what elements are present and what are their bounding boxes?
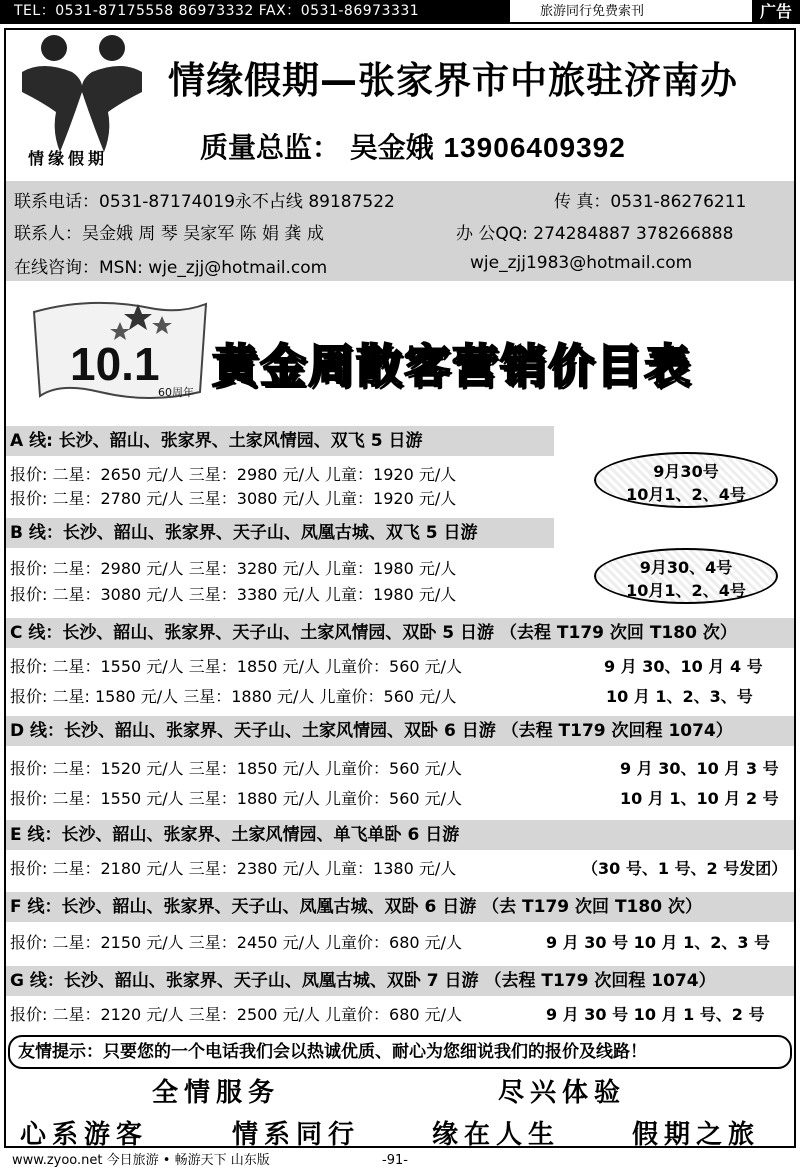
line-e-price-1: 报价: 二星：2180 元/人 三星：2380 元/人 儿童：1380 元/人 (10, 859, 457, 878)
line-a-date-2: 10月1、2、4号 (626, 485, 746, 504)
slogan-3: 心系游客 (20, 1120, 149, 1150)
line-c-note-1: 9 月 30、10 月 4 号 (604, 657, 763, 676)
line-c-note-2: 10 月 1、2、3、号 (606, 687, 753, 706)
director-name: 吴金娥 (349, 131, 434, 164)
badge-number: 10.1 (70, 338, 160, 390)
line-b-price-1: 报价: 二星：2980 元/人 三星：3280 元/人 儿童：1980 元/人 (10, 559, 457, 578)
top-bar (0, 0, 800, 24)
contact-qq: 办 公QQ: 274284887 378266888 (456, 224, 734, 244)
line-a-date-1: 9月30号 (653, 462, 719, 481)
friendly-tip: 友情提示：只要您的一个电话我们会以热诚优质、耐心为您细说我们的报价及线路！ (8, 1035, 792, 1069)
line-a-dates-oval (594, 452, 778, 508)
slogan-5: 缘在人生 (432, 1120, 561, 1150)
page-number: -91- (382, 1153, 408, 1168)
promo-headline: 黄金周散客营销价目表 (212, 339, 692, 393)
line-b-title: B 线：长沙、韶山、张家界、天子山、凤凰古城、双飞 5 日游 (6, 518, 554, 548)
line-a-price-2: 报价: 二星：2780 元/人 三星：3080 元/人 儿童：1920 元/人 (10, 489, 457, 508)
line-a-price-1: 报价: 二星：2650 元/人 三星：2980 元/人 儿童：1920 元/人 (10, 465, 457, 484)
line-c-price-1: 报价: 二星：1550 元/人 三星：1850 元/人 儿童价：560 元/人 (10, 657, 463, 676)
line-b-dates-oval (594, 548, 778, 604)
footer (0, 1150, 800, 1172)
ad-label: 广告 (752, 0, 800, 24)
logo-text: 情缘假期 (28, 149, 109, 168)
line-b-price-2: 报价: 二星：3080 元/人 三星：3380 元/人 儿童：1980 元/人 (10, 585, 457, 604)
contact-email: wje_zjj1983@hotmail.com (470, 253, 693, 273)
line-d-price-2: 报价: 二星：1550 元/人 三星：1880 元/人 儿童价：560 元/人 (10, 789, 463, 808)
line-f-price-1: 报价: 二星：2150 元/人 三星：2450 元/人 儿童价：680 元/人 (10, 933, 463, 952)
contact-msn: 在线咨询：MSN: wje_zjj@hotmail.com (14, 258, 328, 278)
line-g-price-1: 报价: 二星：2120 元/人 三星：2500 元/人 儿童价：680 元/人 (10, 1005, 463, 1024)
line-c-title: C 线：长沙、韶山、张家界、天子山、土家风情园、双卧 5 日游 （去程 T179 次回 T180 次） (6, 618, 794, 648)
line-d-price-1: 报价: 二星：1520 元/人 三星：1850 元/人 儿童价：560 元/人 (10, 759, 463, 778)
slogan-1: 全情服务 (152, 1078, 281, 1108)
contact-people: 联系人：吴金娥 周 琴 吴家军 陈 娟 龚 成 (14, 224, 324, 244)
line-d-note-2: 10 月 1、10 月 2 号 (620, 789, 779, 808)
badge-sub: 60周年 (158, 386, 194, 399)
line-e-note-1: （30 号、1 号、2 号发团） (582, 859, 788, 878)
line-c-price-2: 报价: 二星: 1580 元/人 三星：1880 元/人 儿童价：560 元/人 (10, 687, 457, 706)
tel-fax-banner: TEL：0531-87175558 86973332 FAX：0531-86973331 (0, 0, 510, 22)
line-f-title: F 线：长沙、韶山、张家界、天子山、凤凰古城、双卧 6 日游 （去 T179 次回 T180 次） (6, 892, 794, 922)
footer-site[interactable]: www.zyoo.net 今日旅游 • 畅游天下 山东版 (12, 1153, 270, 1168)
slogan-4: 情系同行 (232, 1120, 361, 1150)
line-a-title: A 线: 长沙、韶山、张家界、土家风情园、双飞 5 日游 (6, 426, 554, 456)
slogan-2: 尽兴体验 (498, 1078, 627, 1108)
tagline: 旅游同行免费索刊 (540, 4, 645, 19)
national-day-badge (30, 296, 210, 410)
line-f-note-1: 9 月 30 号 10 月 1、2、3 号 (546, 933, 771, 952)
contact-phone: 联系电话：0531-87174019永不占线 89187522 (14, 192, 395, 212)
director-label: 质量总监： (200, 131, 341, 164)
contact-fax: 传 真：0531-86276211 (554, 192, 747, 212)
line-b-date-2: 10月1、2、4号 (626, 581, 746, 600)
line-g-note-1: 9 月 30 号 10 月 1 号、2 号 (546, 1005, 765, 1024)
slogan-6: 假期之旅 (632, 1120, 761, 1150)
line-d-note-1: 9 月 30、10 月 3 号 (620, 759, 779, 778)
line-d-title: D 线：长沙、韶山、张家界、天子山、土家风情园、双卧 6 日游 （去程 T179 次回程 1074） (6, 716, 794, 746)
director-phone: 13906409392 (443, 132, 626, 163)
quality-director (200, 126, 626, 166)
line-g-title: G 线：长沙、韶山、张家界、天子山、凤凰古城、双卧 7 日游 （去程 T179 次回程 1074） (6, 966, 794, 996)
company-title: 情缘假期—张家界市中旅驻济南办 (168, 59, 738, 102)
line-b-date-1: 9月30、4号 (639, 558, 733, 577)
contact-block (6, 181, 794, 281)
line-e-title: E 线：长沙、韶山、张家界、土家风情园、单飞单卧 6 日游 (6, 820, 794, 850)
